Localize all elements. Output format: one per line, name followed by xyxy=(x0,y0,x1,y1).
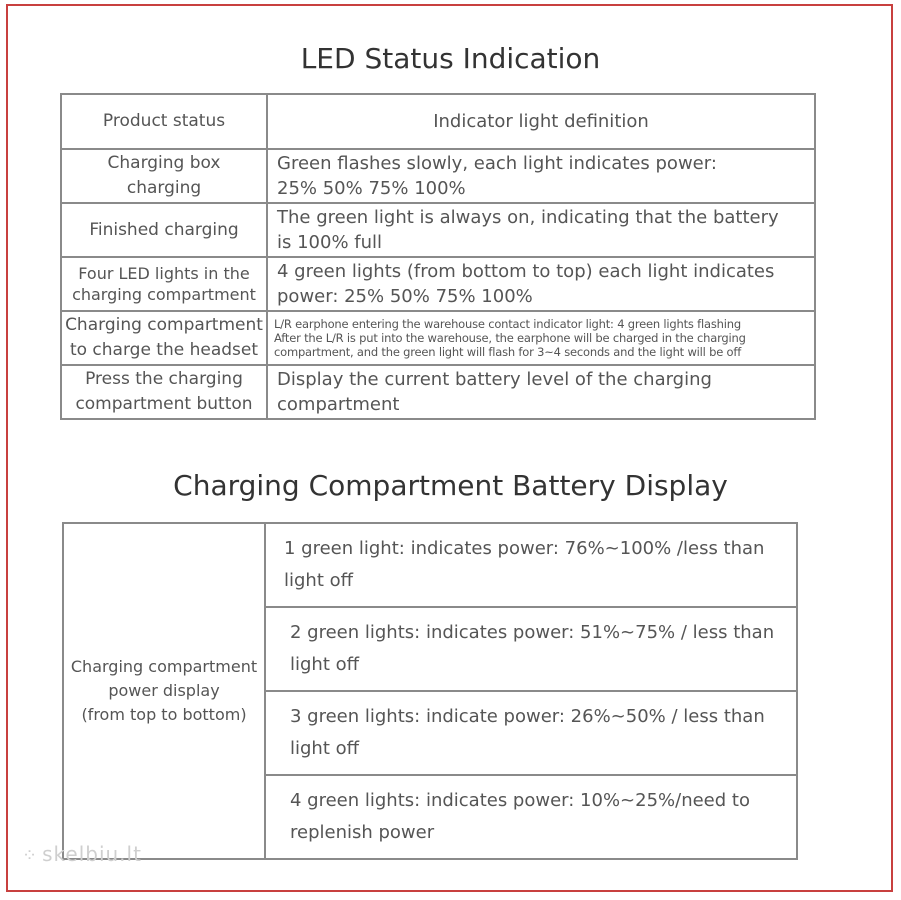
battery-display-table xyxy=(62,522,798,860)
label-line: power display xyxy=(108,681,220,700)
status-line: Finished charging xyxy=(89,219,239,240)
status-cell xyxy=(61,311,267,365)
status-cell xyxy=(61,203,267,257)
definition-cell xyxy=(267,311,815,365)
status-cell xyxy=(61,149,267,203)
table-row xyxy=(61,311,815,365)
dots-logo-icon: ⁘ xyxy=(22,845,39,866)
level-line: light off xyxy=(290,738,360,759)
definition-line: compartment xyxy=(277,394,400,415)
definition-cell xyxy=(267,149,815,203)
status-line: Four LED lights in the xyxy=(78,264,250,283)
table-row xyxy=(61,365,815,419)
table-header-row xyxy=(61,94,815,149)
definition-cell xyxy=(267,257,815,311)
status-line: to charge the headset xyxy=(69,340,259,360)
status-line: charging compartment xyxy=(72,285,256,304)
definition-line: compartment, and the green light will flash for 3~4 seconds and the light will be off xyxy=(274,345,742,359)
battery-level-cell xyxy=(265,691,797,775)
label-line: Charging compartment xyxy=(70,657,258,676)
power-display-label-cell xyxy=(63,523,265,859)
level-line: 4 green lights: indicates power: 10%~25%/need to xyxy=(290,790,750,811)
definition-line: The green light is always on, indicating that the battery xyxy=(277,207,779,228)
level-line: light off xyxy=(284,570,354,591)
status-line: Charging box xyxy=(107,153,221,173)
battery-level-cell xyxy=(265,607,797,691)
table-row xyxy=(63,523,797,607)
definition-line: L/R earphone entering the warehouse contact indicator light: 4 green lights flashing xyxy=(274,317,741,331)
header-product-status: Product status xyxy=(61,94,267,149)
watermark xyxy=(22,842,142,866)
level-line: light off xyxy=(290,654,360,675)
definition-cell xyxy=(267,203,815,257)
label-line: (from top to bottom) xyxy=(81,705,247,724)
status-line: Charging compartment xyxy=(65,315,263,335)
level-line: 3 green lights: indicate power: 26%~50% / less than xyxy=(290,706,765,727)
status-line: compartment button xyxy=(75,394,253,414)
battery-display-title: Charging Compartment Battery Display xyxy=(173,469,728,502)
level-line: 1 green light: indicates power: 76%~100% /less than xyxy=(284,538,765,559)
definition-line: 4 green lights (from bottom to top) each light indicates xyxy=(277,261,775,282)
definition-line: Green flashes slowly, each light indicates power: xyxy=(277,153,717,174)
table-row xyxy=(61,149,815,203)
table-row xyxy=(61,203,815,257)
status-line: Press the charging xyxy=(85,369,243,389)
battery-level-cell xyxy=(265,523,797,607)
definition-line: Display the current battery level of the charging xyxy=(277,369,712,390)
definition-line: is 100% full xyxy=(277,232,383,253)
battery-level-cell xyxy=(265,775,797,859)
watermark-text: skelbiu.lt xyxy=(42,842,142,866)
level-line: replenish power xyxy=(290,822,435,843)
definition-line: 25% 50% 75% 100% xyxy=(277,178,466,199)
level-line: 2 green lights: indicates power: 51%~75% / less than xyxy=(290,622,775,643)
definition-line: After the L/R is put into the warehouse, the earphone will be charged in the charging xyxy=(274,331,746,345)
table-row xyxy=(61,257,815,311)
header-indicator-definition: Indicator light definition xyxy=(267,94,815,149)
led-status-title: LED Status Indication xyxy=(300,42,601,75)
definition-cell xyxy=(267,365,815,419)
status-cell xyxy=(61,365,267,419)
led-status-table xyxy=(60,93,816,420)
status-cell xyxy=(61,257,267,311)
status-line: charging xyxy=(126,178,202,198)
definition-line: power: 25% 50% 75% 100% xyxy=(277,286,533,307)
